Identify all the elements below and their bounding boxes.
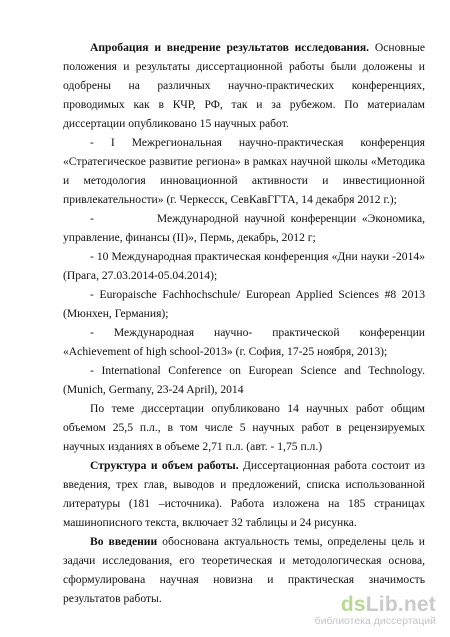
list-item: - 10 Международная практическая конференция «Дни науки -2014» (Прага, 27.03.2014-05.04.2014); bbox=[63, 250, 425, 282]
logo-suffix: Lib.net bbox=[365, 593, 436, 616]
dslib-watermark bbox=[266, 593, 436, 629]
approbation-text: Основные положения и результаты диссертационной работы были доложены и одобрены на различных научно-практических конференциях, проводимых как в КЧР, РФ, так и за рубежом. По материалам диссертации опубликовано 15 научных работ. bbox=[63, 41, 425, 130]
logo-prefix: ds bbox=[340, 593, 366, 616]
list-item: - I Межрегиональная научно-практическая конференция «Стратегическое развитие региона» в рамках научной школы «Методика и методология инновационной активности и инвестиционной привлекательности» (г. Черкесск, СевКавГГТА, 14 декабря 2012 г.); bbox=[63, 136, 425, 206]
list-item: - Europaische Fachhochschule/ European Applied Sciences #8 2013 (Мюнхен, Германия); bbox=[63, 288, 425, 320]
paragraph-publications: По теме диссертации опубликовано 14 научных работ общим объемом 25,5 п.л., в том числе 5 научных работ в рецензируемых научных изданиях в объеме 2,71 п.л. (авт. - 1,75 п.л.) bbox=[63, 402, 425, 453]
list-item: - International Conference on European Science and Technology. (Munich, Germany, 23-24 April), 2014 bbox=[63, 364, 425, 396]
document-page bbox=[63, 38, 425, 608]
introduction-text: обоснована актуальность темы, определены цель и задачи исследования, его теоретическая и методологическая основа, сформулирована научная новизна и практическая значимость результатов работы. bbox=[63, 535, 426, 605]
structure-text: Диссертационная работа состоит из введения, трех глав, выводов и предложений, списка использованной литературы (181 –источника). Работа изложена на 185 страницах машинописного текста, включает 32 таблицы и 24 рисунка. bbox=[63, 459, 425, 529]
heading-structure: Структура и объем работы. bbox=[90, 459, 239, 472]
list-item: - Международная научно- практической конференции «Achievement of high school-2013» (г. София, 17-25 ноября, 2013); bbox=[63, 326, 425, 358]
paragraph-structure bbox=[63, 456, 425, 532]
heading-introduction: Во введении bbox=[90, 535, 158, 548]
watermark-subtitle: библиотека диссертаций bbox=[314, 615, 436, 627]
heading-approbation: Апробация и внедрение результатов исследования. bbox=[90, 41, 370, 54]
paragraph-approbation bbox=[63, 38, 425, 133]
dslib-logo bbox=[341, 593, 436, 617]
list-item: - Международной научной конференции «Экономика, управление, финансы (II)», Пермь, декабрь, 2012 г; bbox=[63, 212, 425, 244]
